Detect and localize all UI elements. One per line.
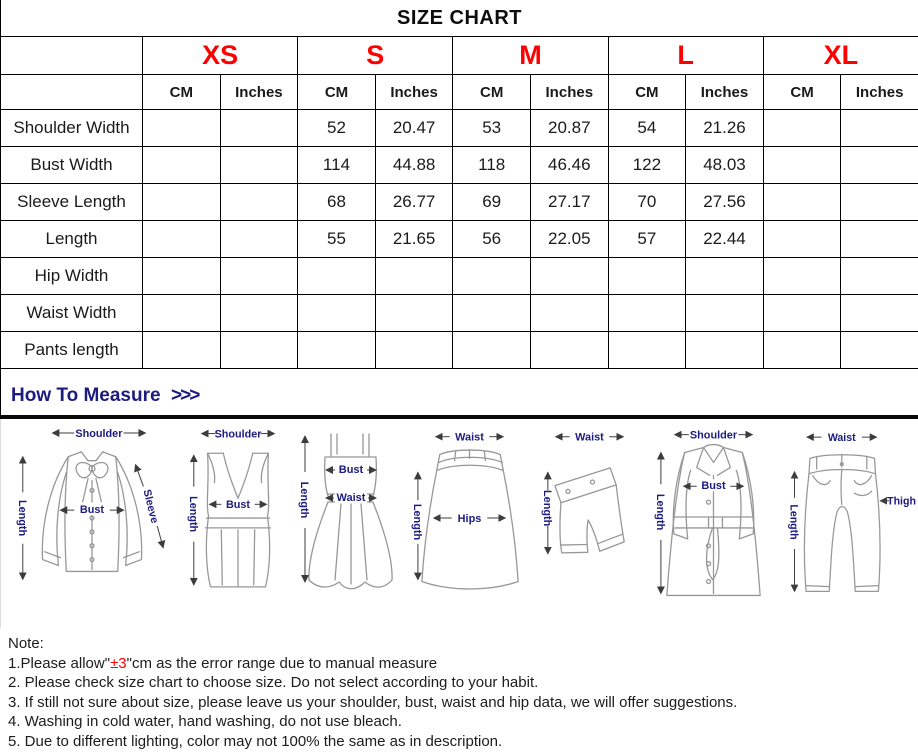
value-cell <box>841 258 918 295</box>
unit-header-cm: CM <box>608 75 686 110</box>
blouse-drawing <box>3 422 181 622</box>
value-cell <box>686 332 764 369</box>
measure-label-length: Length <box>410 503 423 541</box>
value-cell: 27.17 <box>530 184 608 221</box>
value-cell: 70 <box>608 184 686 221</box>
size-header-m: M <box>453 37 608 75</box>
value-cell: 122 <box>608 147 686 184</box>
value-cell <box>453 258 531 295</box>
measure-label-bust: Bust <box>225 499 250 512</box>
value-cell <box>220 147 298 184</box>
coat-drawing <box>647 422 781 622</box>
value-cell: 48.03 <box>686 147 764 184</box>
value-cell: 57 <box>608 221 686 258</box>
value-cell <box>530 295 608 332</box>
value-cell <box>763 258 841 295</box>
unit-header-inches: Inches <box>375 75 453 110</box>
table-row <box>1 295 918 332</box>
value-cell: 69 <box>453 184 531 221</box>
measure-label-waist: Waist <box>336 492 366 504</box>
size-header-xl: XL <box>763 37 918 75</box>
table-row <box>1 110 918 147</box>
unit-header-inches: Inches <box>220 75 298 110</box>
tolerance-value: ±3 <box>110 654 127 672</box>
unit-header-row <box>1 75 918 110</box>
measurement-figures <box>0 419 918 628</box>
corner-cell <box>1 37 143 75</box>
unit-header-inches: Inches <box>686 75 764 110</box>
value-cell <box>686 258 764 295</box>
value-cell <box>608 295 686 332</box>
measure-label-shoulder: Shoulder <box>214 428 261 441</box>
measure-label-shoulder: Shoulder <box>689 429 737 442</box>
row-label: Hip Width <box>1 258 143 295</box>
value-cell: 20.47 <box>375 110 453 147</box>
value-cell <box>220 184 298 221</box>
measure-label-length: Length <box>15 499 28 537</box>
value-cell <box>143 147 221 184</box>
table-row <box>1 221 918 258</box>
table-row <box>1 147 918 184</box>
measure-label-length: Length <box>787 504 800 540</box>
value-cell: 44.88 <box>375 147 453 184</box>
table-row <box>1 332 918 369</box>
notes-heading: Note: <box>8 635 44 652</box>
size-header-row <box>1 37 918 75</box>
measure-label-bust: Bust <box>700 480 726 493</box>
value-cell <box>143 258 221 295</box>
note-line: 5. Due to different lighting, color may not 100% the same as in description. <box>8 732 503 750</box>
value-cell <box>841 147 918 184</box>
triple-chevron-icon: >>> <box>171 385 199 406</box>
measure-label-length: Length <box>186 496 199 533</box>
row-label: Waist Width <box>1 295 143 332</box>
value-cell <box>220 295 298 332</box>
title-row <box>0 0 918 36</box>
value-cell: 52 <box>298 110 376 147</box>
value-cell <box>763 147 841 184</box>
value-cell <box>375 332 453 369</box>
value-cell: 53 <box>453 110 531 147</box>
unit-header-cm: CM <box>763 75 841 110</box>
value-cell: 20.87 <box>530 110 608 147</box>
value-cell: 22.44 <box>686 221 764 258</box>
note-line: 3. If still not sure about size, please leave us your shoulder, bust, waist and hip data, we will offer suggestions. <box>8 693 738 711</box>
measure-label-shoulder: Shoulder <box>75 427 123 440</box>
value-cell <box>763 184 841 221</box>
measure-label-waist: Waist <box>575 431 604 444</box>
value-cell <box>686 295 764 332</box>
row-label: Bust Width <box>1 147 143 184</box>
value-cell <box>375 295 453 332</box>
pants-drawing <box>781 422 916 622</box>
measure-label-bust: Bust <box>79 504 105 517</box>
value-cell <box>530 258 608 295</box>
size-header-l: L <box>608 37 763 75</box>
value-cell <box>453 332 531 369</box>
value-cell: 26.77 <box>375 184 453 221</box>
measure-label-thigh: Thigh <box>887 495 916 508</box>
value-cell: 21.65 <box>375 221 453 258</box>
value-cell <box>841 332 918 369</box>
measure-label-length: Length <box>653 493 666 531</box>
notes-section <box>0 628 918 751</box>
unit-header-inches: Inches <box>530 75 608 110</box>
value-cell: 68 <box>298 184 376 221</box>
value-cell <box>453 295 531 332</box>
row-label: Shoulder Width <box>1 110 143 147</box>
measure-label-hips: Hips <box>457 513 481 525</box>
page-title: SIZE CHART <box>397 6 522 29</box>
value-cell <box>220 258 298 295</box>
value-cell <box>841 295 918 332</box>
value-cell <box>763 295 841 332</box>
value-cell: 56 <box>453 221 531 258</box>
corner-cell <box>1 75 143 110</box>
measure-heading: How To Measure <box>11 385 161 406</box>
value-cell <box>841 221 918 258</box>
unit-header-cm: CM <box>143 75 221 110</box>
value-cell <box>143 295 221 332</box>
note-line: 2. Please check size chart to choose size. Do not select according to your habit. <box>8 674 539 691</box>
value-cell <box>143 332 221 369</box>
measure-label-bust: Bust <box>338 464 364 476</box>
size-header-s: S <box>298 37 453 75</box>
value-cell <box>143 110 221 147</box>
value-cell <box>375 258 453 295</box>
unit-header-inches: Inches <box>841 75 918 110</box>
measure-label-length: Length <box>298 481 310 519</box>
table-row <box>1 258 918 295</box>
value-cell <box>143 184 221 221</box>
tank-top-drawing <box>182 422 295 622</box>
value-cell: 27.56 <box>686 184 764 221</box>
value-cell: 54 <box>608 110 686 147</box>
measure-label-sleeve: Sleeve <box>140 488 161 525</box>
value-cell <box>298 295 376 332</box>
value-cell: 55 <box>298 221 376 258</box>
measure-label-length: Length <box>540 489 553 527</box>
measure-label-waist: Waist <box>827 432 856 444</box>
note-line: 1.Please allow"±3"cm as the error range due to manual measure <box>8 654 438 672</box>
value-cell <box>298 258 376 295</box>
value-cell <box>763 221 841 258</box>
value-cell: 118 <box>453 147 531 184</box>
table-row <box>1 184 918 221</box>
unit-header-cm: CM <box>453 75 531 110</box>
value-cell <box>841 184 918 221</box>
value-cell <box>763 110 841 147</box>
note-line: 4. Washing in cold water, hand washing, do not use bleach. <box>8 713 402 730</box>
value-cell <box>841 110 918 147</box>
size-header-xs: XS <box>143 37 298 75</box>
value-cell <box>530 332 608 369</box>
dress-drawing <box>295 422 407 622</box>
value-cell <box>143 221 221 258</box>
unit-header-cm: CM <box>298 75 376 110</box>
value-cell <box>220 332 298 369</box>
value-cell: 21.26 <box>686 110 764 147</box>
skirt-drawing <box>408 422 532 622</box>
value-cell <box>220 110 298 147</box>
size-table <box>0 36 918 369</box>
value-cell <box>220 221 298 258</box>
row-label: Sleeve Length <box>1 184 143 221</box>
measure-label-waist: Waist <box>454 431 484 444</box>
row-label: Pants length <box>1 332 143 369</box>
value-cell: 22.05 <box>530 221 608 258</box>
value-cell <box>608 258 686 295</box>
value-cell: 46.46 <box>530 147 608 184</box>
value-cell: 114 <box>298 147 376 184</box>
row-label: Length <box>1 221 143 258</box>
how-to-measure-header <box>0 369 918 415</box>
value-cell <box>608 332 686 369</box>
value-cell <box>298 332 376 369</box>
shorts-drawing <box>532 422 646 622</box>
value-cell <box>763 332 841 369</box>
